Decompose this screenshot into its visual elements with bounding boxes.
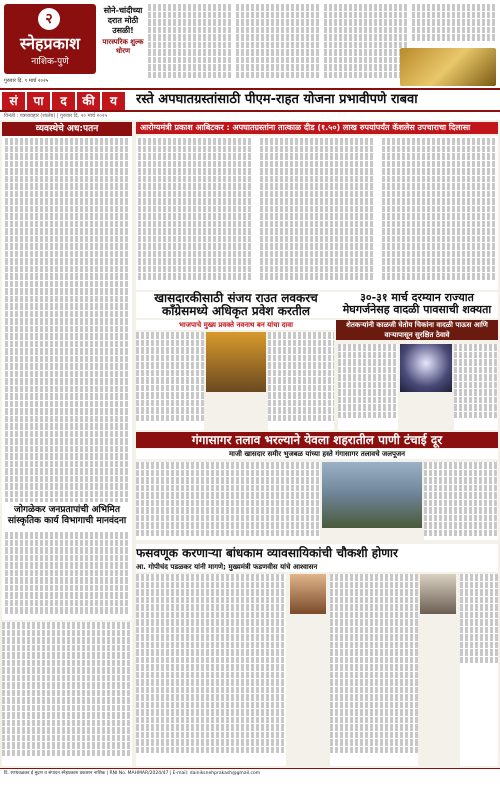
story-column [258, 136, 376, 290]
story2-headline: खासदारकीसाठी संजय राउत लवकरच काँग्रेसमध्ये अधिकृत प्रवेश करतील [136, 292, 336, 318]
editorial-title: व्यवस्थेचे अध:पतन [2, 122, 132, 136]
issue-number: २ [38, 8, 60, 30]
editorial-letter: य [102, 92, 125, 110]
tagline-left: सोने-चांदीच्या दरात मोठी उसळी! [103, 6, 143, 35]
brief-column [148, 4, 232, 82]
story5-headline: फसवणूक करणाऱ्या बांधकाम व्यावसायिकांची चौकशी होणार [136, 544, 498, 562]
story3-body [454, 344, 498, 430]
editorial-letter: पा [27, 92, 50, 110]
story2-body [268, 332, 334, 430]
editorial-letter: द [52, 92, 75, 110]
brief-column [236, 4, 320, 82]
story-column-text [382, 138, 496, 288]
politician-photo-small [420, 574, 456, 614]
lead-subheadline: आरोग्यमंत्री प्रकाश आबिटकर : अपघातग्रस्तांना तात्काळ दीड (१.५०) लाख रुपयांपर्यंत कॅशलेस उपचाराचा दिलासा [136, 122, 498, 134]
story2-body [136, 332, 204, 430]
editorial-band [0, 88, 500, 112]
imprint-footer: दि. रणधवळकर ई मुद्रण व संपादन स्नेहप्रकाश प्रकाशन नाशिक | RNI No. MAHMAR/2024/47 | E-mail: dainiksnehprakash@gmail.com [0, 768, 500, 788]
left-bottom-body [2, 622, 132, 766]
story-column [380, 136, 498, 290]
weather-alert-box: शेतकऱ्यांनी काळजी घेतोय चिकांना वादळी पाऊस आणि वाऱ्यापासून सुरक्षित ठेवावे [336, 320, 498, 340]
newspaper-logo [4, 4, 96, 74]
storm-photo [400, 344, 452, 392]
story-column-text [138, 138, 252, 288]
politician-photo-small [290, 574, 326, 614]
newspaper-name: स्नेहप्रकाश [20, 34, 80, 53]
story-column [136, 136, 254, 290]
story3-headline: ३०-३१ मार्च दरम्यान राज्यात मेघगर्जनेसह वादळी पावसाची शक्यता [336, 292, 498, 318]
lake-photo [322, 462, 422, 528]
editorial-column [2, 122, 132, 620]
story4-subheadline: माजी खासदार समीर भुजबळ यांच्या हस्ते गंगासागर तलावचे जलपूजन [136, 449, 498, 459]
gold-jewellery-photo [400, 48, 496, 86]
lead-story-body [136, 136, 498, 290]
left-column-body [5, 532, 129, 618]
editorial-letter: सं [2, 92, 25, 110]
story4-headline: गंगासागर तलाव भरल्याने येवला शहरातील पाणी टंचाई दूर [136, 432, 498, 448]
story5-body [330, 574, 418, 766]
story5-body [136, 574, 286, 766]
editorial-letter: की [77, 92, 100, 110]
story5-subheadline: आ. गोपीचंद पडळकर यांनी मागणे; मुख्यमंत्री फडणवीस यांचे आश्वासन [136, 562, 498, 572]
story2-subheadline: भाजपाचे मुख्य प्रवक्ते नवनाथ बन यांचा दावा [136, 320, 336, 330]
story4-body [136, 462, 320, 540]
lead-headline: रस्ते अपघातग्रस्तांसाठी पीएम-राहत योजना प्रभावीपणे राबवा [136, 92, 418, 107]
editorial-label [2, 92, 130, 110]
info-strip: विनंती : पत्रव्यवहार (शालेय) | गुरुवार दि. २० मार्च २०२५ [0, 112, 500, 120]
culture-headline: जोगळेकर जनप्रतापांची अभिमित सांस्कृतिक कार्य विभागाची मानवंदना [2, 505, 132, 529]
dateline: गुरुवार दि. ९ मार्च २०२५ [4, 78, 49, 84]
brief-column [412, 4, 496, 44]
tagline-right: पारस्परिक शुल्क धोरण [102, 38, 144, 55]
brief-column [324, 4, 408, 82]
editorial-body [5, 138, 129, 502]
story4-body [424, 462, 498, 540]
story-column-text [260, 138, 374, 288]
story5-body [460, 574, 498, 766]
story3-body [338, 344, 398, 430]
newspaper-subtitle: नाशिक-पुणे [31, 57, 69, 67]
politician-photo [206, 332, 266, 392]
masthead [0, 0, 500, 88]
